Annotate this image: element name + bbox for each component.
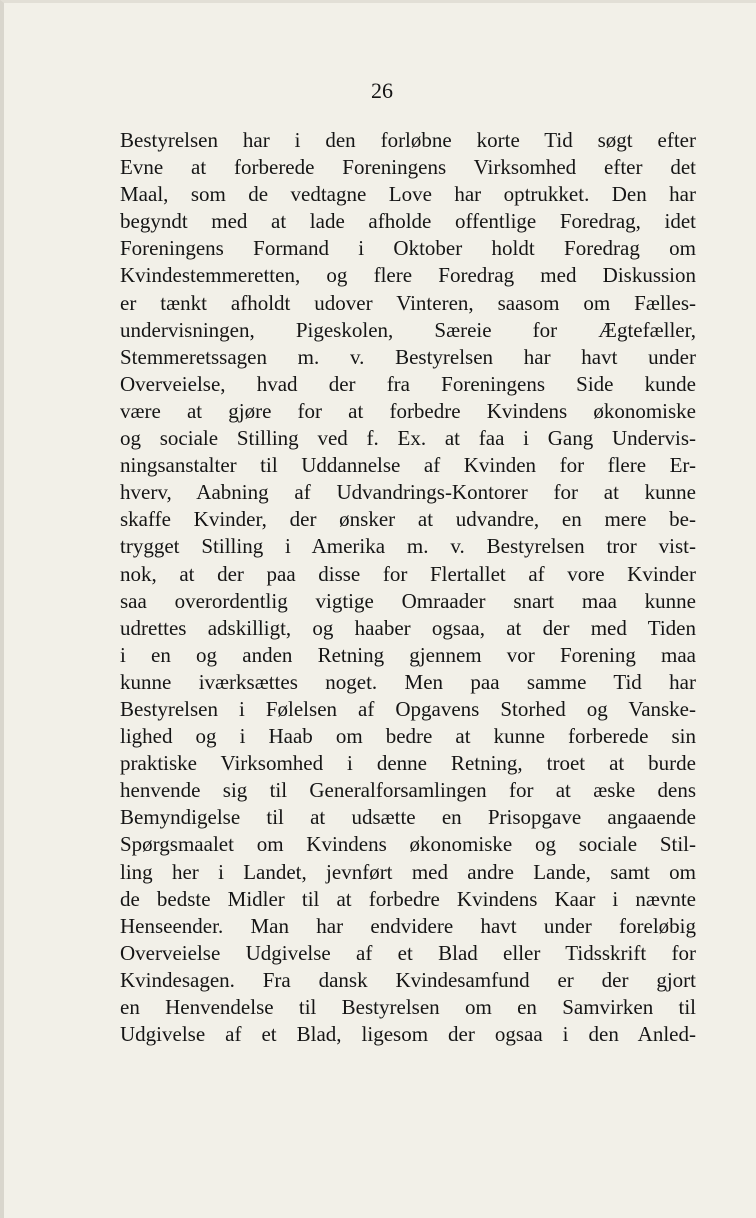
text-line: Bemyndigelse til at udsætte en Prisopgave angaaende <box>120 805 696 830</box>
text-line: Overveielse, hvad der fra Foreningens Side kunde <box>120 371 696 396</box>
text-line: de bedste Midler til at forbedre Kvindens Kaar i nævnte <box>120 886 696 911</box>
text-line: udrettes adskilligt, og haaber ogsaa, at der med Tiden <box>120 615 696 640</box>
text-line: i en og anden Retning gjennem vor Forening maa <box>120 642 696 667</box>
text-line: og sociale Stilling ved f. Ex. at faa i Gang Undervis- <box>120 426 696 451</box>
text-line: være at gjøre for at forbedre Kvindens økonomiske <box>120 398 696 423</box>
text-line: Overveielse Udgivelse af et Blad eller Tidsskrift for <box>120 940 696 965</box>
text-line: nok, at der paa disse for Flertallet af vore Kvinder <box>120 561 696 586</box>
text-line: Foreningens Formand i Oktober holdt Foredrag om <box>120 236 696 261</box>
text-line: Bestyrelsen i Følelsen af Opgavens Storhed og Vanske- <box>120 696 696 721</box>
text-line: Kvindestemmeretten, og flere Foredrag med Diskussion <box>120 263 696 288</box>
text-line: Bestyrelsen har i den forløbne korte Tid søgt efter <box>120 128 696 152</box>
text-line: Evne at forberede Foreningens Virksomhed efter det <box>120 155 696 180</box>
text-line: Spørgsmaalet om Kvindens økonomiske og sociale Stil- <box>120 832 696 857</box>
text-line: saa overordentlig vigtige Omraader snart maa kunne <box>120 588 696 613</box>
text-line: Stemmeretssagen m. v. Bestyrelsen har havt under <box>120 344 696 369</box>
body-text <box>120 127 696 1048</box>
text-line: skaffe Kvinder, der ønsker at udvandre, en mere be- <box>120 507 696 532</box>
text-line: Kvindesagen. Fra dansk Kvindesamfund er der gjort <box>120 967 696 992</box>
text-line: henvende sig til Generalforsamlingen for at æske dens <box>120 778 696 803</box>
page-number: 26 <box>371 78 393 103</box>
text-line: kunne iværksættes noget. Men paa samme Tid har <box>120 669 696 694</box>
text-line: hverv, Aabning af Udvandrings-Kontorer for at kunne <box>120 480 696 505</box>
text-line: en Henvendelse til Bestyrelsen om en Samvirken til <box>120 995 696 1019</box>
text-line: ningsanstalter til Uddannelse af Kvinden for flere Er- <box>120 453 696 478</box>
text-line: lighed og i Haab om bedre at kunne forberede sin <box>120 724 696 749</box>
text-line: Henseender. Man har endvidere havt under foreløbig <box>120 913 696 938</box>
text-line: er tænkt afholdt udover Vinteren, saasom om Fælles- <box>120 290 696 315</box>
text-line: ling her i Landet, jevnført med andre Lande, samt om <box>120 859 696 884</box>
text-line: begyndt med at lade afholde offentlige Foredrag, idet <box>120 209 696 234</box>
text-line: Udgivelse af et Blad, ligesom der ogsaa i den Anled- <box>120 1022 696 1047</box>
text-line: undervisningen, Pigeskolen, Særeie for Ægtefæller, <box>120 317 696 342</box>
text-line: praktiske Virksomhed i denne Retning, troet at burde <box>120 751 696 776</box>
text-line: Maal, som de vedtagne Love har optrukket. Den har <box>120 182 696 207</box>
text-line: trygget Stilling i Amerika m. v. Bestyrelsen tror vist- <box>120 534 696 559</box>
